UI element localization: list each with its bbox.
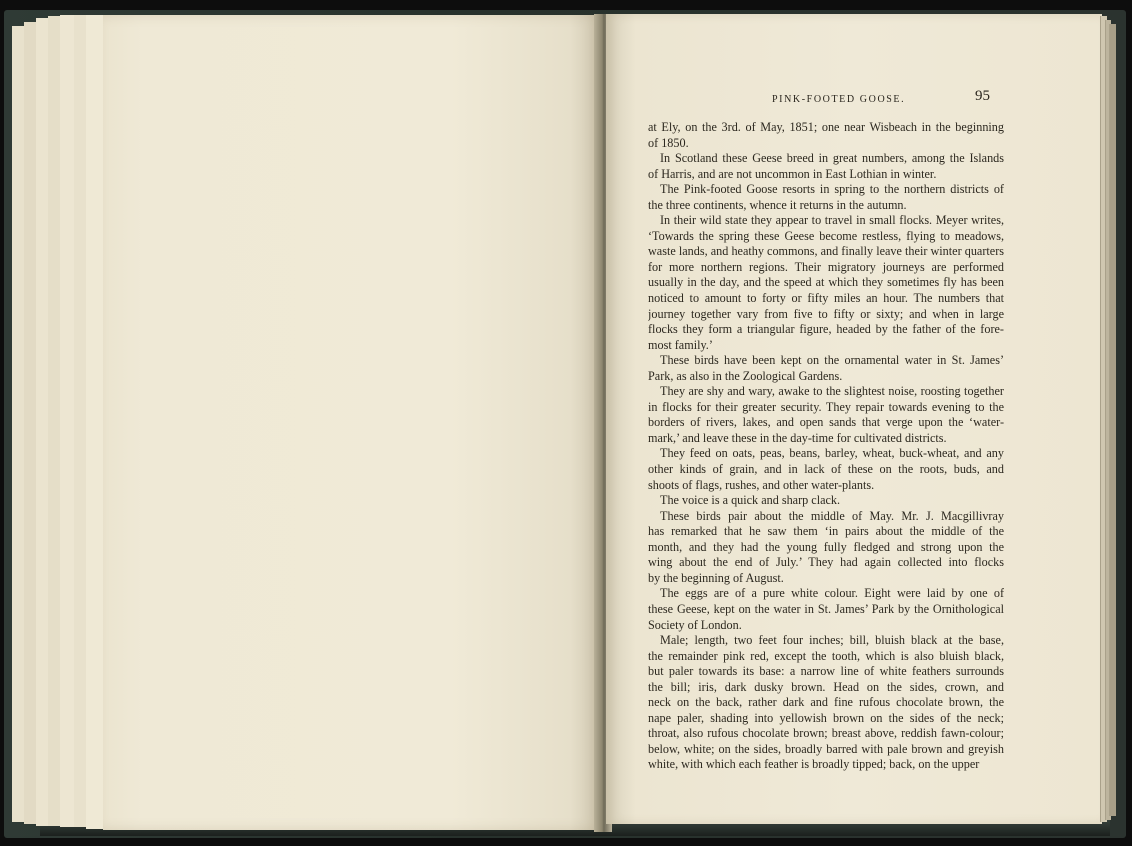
text-line: other kinds of grain, and in lack of these on the roots, buds, and (648, 462, 1004, 477)
text-line: mark,’ and leave these in the day-time for cultivated districts. (648, 430, 947, 445)
text-line: month, and they had the young fully fledged and strong upon the (648, 539, 1004, 554)
text-line: throat, also rufous chocolate brown; breast above, reddish fawn-colour; (648, 726, 1004, 741)
paragraph (648, 493, 1004, 509)
paragraph (648, 633, 1004, 773)
paragraph (648, 120, 1004, 151)
paragraph (648, 151, 1004, 182)
text-line: These birds have been kept on the ornamental water in St. James’ (660, 353, 1004, 368)
text-line: white, with which each feather is broadly tipped; back, on the upper (648, 757, 980, 772)
text-line: borders of rivers, lakes, and open sands that verge upon the ‘water- (648, 415, 1004, 430)
text-line: Park, as also in the Zoological Gardens. (648, 368, 843, 383)
text-line: ‘Towards the spring these Geese become restless, flying to meadows, (648, 228, 1004, 243)
text-line: nape paler, shading into yellowish brown on the sides of the neck; (648, 710, 1004, 725)
text-line: They are shy and wary, awake to the slightest noise, roosting together (660, 384, 1004, 399)
text-line: the remainder pink red, except the tooth, which is also bluish black, (648, 648, 1004, 663)
body-text (648, 120, 1004, 773)
paragraph (648, 182, 1004, 213)
text-line: of Harris, and are not uncommon in East Lothian in winter. (648, 166, 937, 181)
text-line: journey together vary from five to fifty or sixty; and when in large (648, 306, 1004, 321)
text-line: The voice is a quick and sharp clack. (660, 493, 841, 508)
text-line: wing about the end of July.’ They had again collected into flocks (648, 555, 1004, 570)
text-line: has remarked that he saw them ‘in pairs about the middle of the (648, 524, 1004, 539)
paragraph (648, 509, 1004, 587)
text-line: usually in the day, and the speed at which they sometimes fly has been (648, 275, 1004, 290)
text-line: Society of London. (648, 617, 742, 632)
text-line: most family.’ (648, 337, 713, 352)
text-line: The eggs are of a pure white colour. Eight were laid by one of (660, 586, 1004, 601)
page-header (640, 88, 990, 108)
page-number: 95 (975, 88, 990, 104)
left-page (103, 15, 600, 830)
paragraph (648, 213, 1004, 353)
text-line: In their wild state they appear to travel in small flocks. Meyer writes, (660, 213, 1004, 228)
text-line: They feed on oats, peas, beans, barley, wheat, buck-wheat, and any (660, 446, 1004, 461)
text-line: these Geese, kept on the water in St. James’ Park by the Ornithological (648, 601, 1004, 616)
text-line: flocks they form a triangular figure, headed by the father of the fore- (648, 322, 1004, 337)
paragraph (648, 446, 1004, 493)
text-line: for more northern regions. Their migratory journeys are performed (648, 259, 1004, 274)
text-line: in flocks for their greater security. They repair towards evening to the (648, 399, 1004, 414)
text-line: at Ely, on the 3rd. of May, 1851; one near Wisbeach in the beginning (648, 120, 1004, 134)
paragraph (648, 586, 1004, 633)
running-head: PINK-FOOTED GOOSE. (772, 94, 906, 105)
text-line: These birds pair about the middle of May. Mr. J. Macgillivray (660, 508, 1004, 523)
text-line: noticed to amount to forty or fifty miles an hour. The numbers that (648, 291, 1004, 306)
text-line: shoots of flags, rushes, and other water-plants. (648, 477, 875, 492)
page-edge (1109, 24, 1116, 816)
paragraph (648, 384, 1004, 446)
text-line: the three continents, whence it returns in the autumn. (648, 197, 907, 212)
text-line: Male; length, two feet four inches; bill, bluish black at the base, (660, 633, 1004, 648)
text-line: The Pink-footed Goose resorts in spring to the northern districts of (660, 182, 1004, 197)
text-line: below, white; on the sides, broadly barred with pale brown and greyish (648, 741, 1004, 756)
paragraph (648, 353, 1004, 384)
text-line: waste lands, and heathy commons, and finally leave their winter quarters (648, 244, 1004, 259)
text-line: but paler towards its base: a narrow line of white feathers surrounds (648, 664, 1004, 679)
text-line: the bill; iris, dark dusky brown. Head on the sides, crown, and (648, 679, 1004, 694)
text-line: of 1850. (648, 135, 689, 150)
text-line: by the beginning of August. (648, 570, 784, 585)
text-line: In Scotland these Geese breed in great numbers, among the Islands (660, 151, 1004, 166)
text-line: neck on the back, rather dark and fine rufous chocolate brown, the (648, 695, 1004, 710)
